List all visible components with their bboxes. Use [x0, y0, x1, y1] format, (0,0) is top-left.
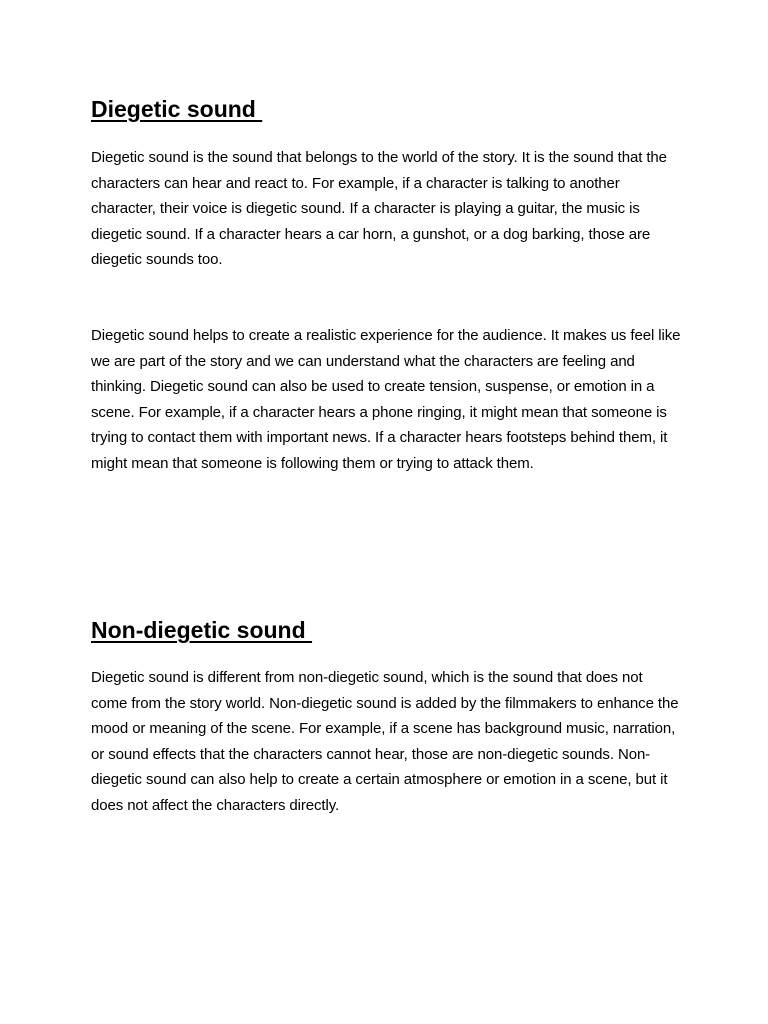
paragraph-non-diegetic-definition: Diegetic sound is different from non-diegetic sound, which is the sound that does not come from the story world. Non-diegetic sound is added by the filmmakers to enhance the mood or meaning of the scene. For example, if a scene has background music, narration, or sound effects that the characters cannot hear, those are non-diegetic sounds. Non-diegetic sound can also help to create a certain atmosphere or emotion in a scene, but it does not affect the characters directly.: [91, 669, 679, 814]
section-heading-non-diegetic: Non-diegetic sound: [91, 617, 313, 643]
paragraph-diegetic-definition: Diegetic sound is the sound that belongs to the world of the story. It is the sound that the characters can hear and react to. For example, if a character is talking to another character, their voice is diegetic sound. If a character is playing a guitar, the music is diegetic sound. If a character hears a car horn, a gunshot, or a dog barking, those are diegetic sounds too.: [91, 149, 667, 268]
paragraph-diegetic-effect: Diegetic sound helps to create a realistic experience for the audience. It makes us feel like we are part of the story and we can understand what the characters are feeling and thinking. Diegetic sound can also be used to create tension, suspense, or emotion in a scene. For example, if a character hears a phone ringing, it might mean that someone is trying to contact them with important news. If a character hears footsteps behind them, it might mean that someone is following them or trying to attack them.: [91, 327, 681, 472]
section-heading-diegetic: Diegetic sound: [91, 96, 263, 122]
